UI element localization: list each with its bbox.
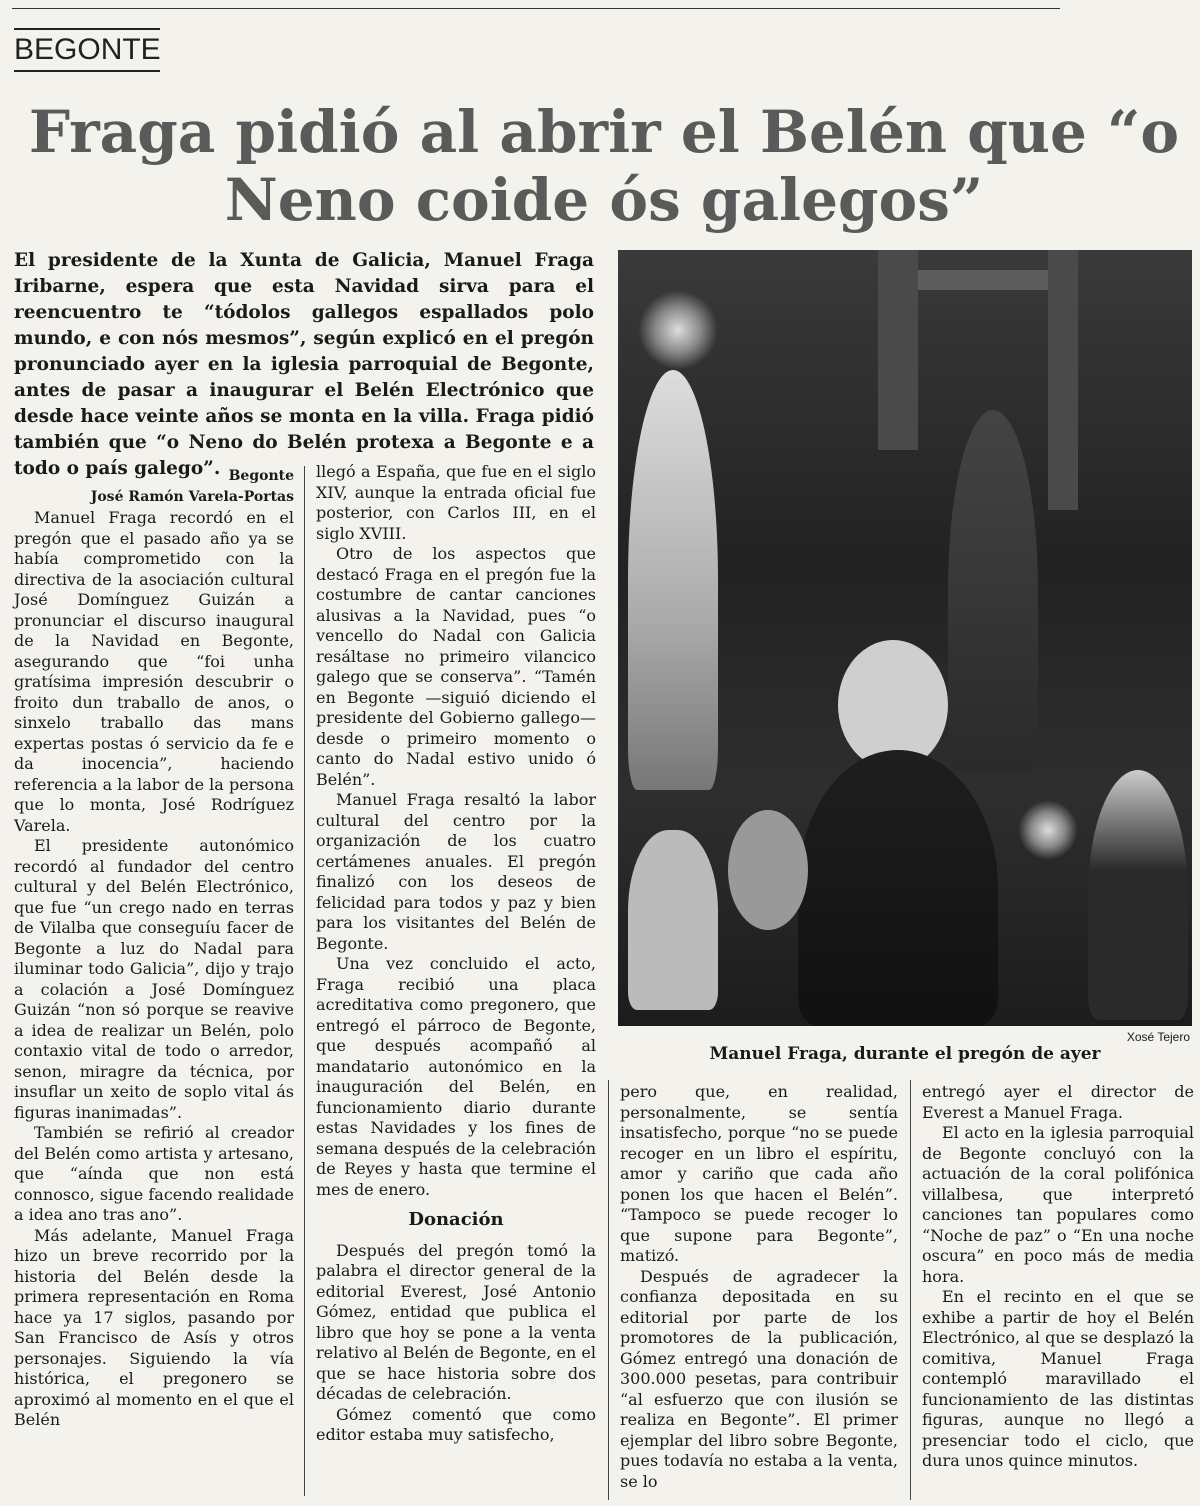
paragraph: También se refirió al creador del Belén como artista y artesano, que “aínda que non está connosco, sigue facendo realidade a idea ano tras ano”. bbox=[14, 1123, 294, 1224]
paragraph: Una vez concluido el acto, Fraga recibió una placa acreditativa como pregonero, que entregó el párroco de Begonte, que después acompañó al mandatario autonómico en la inauguración del Belén, en funcionamiento diario durante estas Navidades y los fines de semana después de la celebración de Reyes y hasta que termine el mes de enero. bbox=[316, 954, 596, 1199]
paragraph: En el recinto en el que se exhibe a partir de hoy el Belén Electrónico, al que se desplazó la comitiva, Manuel Fraga contempló maravillado el funcionamiento de las distintas figuras, aunque no llegó a presenciar todo el ciclo, que dura unos quince minutos. bbox=[922, 1287, 1194, 1470]
paragraph: Otro de los aspectos que destacó Fraga en el pregón fue la costumbre de cantar canciones alusivas a la Navidad, pues “o vencello do Nadal con Galicia resáltase no primeiro vilancico galego que se conserva”. “Tamén en Begonte —siguió diciendo el presidente del Gobierno gallego— desde o primeiro momento o canto do Nadal estivo unido ó Belén”. bbox=[316, 544, 596, 789]
news-photo bbox=[618, 250, 1192, 1026]
section-label: BEGONTE bbox=[14, 28, 160, 72]
paragraph: Después del pregón tomó la palabra el director general de la editorial Everest, José Antonio Gómez, entidad que publica el libro que hoy se pone a la venta relativo al Belén de Begonte, en el que se hace historia sobre dos décadas de celebración. bbox=[316, 1240, 596, 1403]
byline-place: Begonte bbox=[228, 468, 294, 484]
paragraph: llegó a España, que fue en el siglo XIV, aunque la entrada oficial fue posterior, con Carlos III, en el siglo XVIII. bbox=[316, 462, 596, 543]
article-column-3 bbox=[620, 1082, 898, 1492]
column-rule bbox=[910, 1080, 911, 1500]
photo-credit: Xosé Tejero bbox=[1126, 1030, 1190, 1044]
subhead: Donación bbox=[408, 1209, 504, 1230]
paragraph: Más adelante, Manuel Fraga hizo un breve recorrido por la historia del Belén desde la primera representación en Roma hace ya 17 siglos, pasando por San Francisco de Asís y otros personajes. Siguiendo la vía histórica, el pregonero se aproximó al momento en el que el Belén bbox=[14, 1225, 294, 1429]
article-column-4 bbox=[922, 1082, 1194, 1472]
lead-paragraph: El presidente de la Xunta de Galicia, Manuel Fraga Iribarne, espera que esta Navidad sirva para el reencuentro te “tódolos gallegos espallados polo mundo, e con nós mesmos”, según explicó en el pregón pronunciado ayer en la iglesia parroquial de Begonte, antes de pasar a inaugurar el Belén Electrónico que desde hace veinte años se monta en la villa. Fraga pidió también que “o Neno do Belén protexa a Begonte e a todo o país galego”. bbox=[14, 250, 594, 479]
paragraph: Manuel Fraga recordó en el pregón que el pasado año ya se había comprometido con la directiva de la asociación cultural José Domínguez Guizán a pronunciar el discurso inaugural de la Navidad en Begonte, asegurando que “foi unha gratísima impresión descubrir o froito dun traballo de anos, o sinxelo traballo das mans expertas postas ó servicio da fe e da inocencia”, haciendo referencia a la labor de la persona que lo monta, José Rodríguez Varela. bbox=[14, 508, 294, 835]
paragraph: pero que, en realidad, personalmente, se sentía insatisfecho, porque “no se puede recoger en un libro el espíritu, amor y cariño que cada año ponen los que hacen el Belén”. “Tampoco se puede recoger lo que supone para Begonte”, matizó. bbox=[620, 1082, 898, 1265]
article-column-2 bbox=[316, 462, 596, 1446]
photo-caption: Manuel Fraga, durante el pregón de ayer bbox=[709, 1044, 1101, 1064]
paragraph: Después de agradecer la confianza depositada en su editorial por parte de los promotores de la publicación, Gómez entregó una donación de 300.000 pesetas, para contribuir “al esfuerzo que con ilusión se realiza en Begonte”. El primer ejemplar del libro sobre Begonte, pues todavía no estaba a la venta, se lo bbox=[620, 1266, 898, 1491]
byline-author: José Ramón Varela-Portas bbox=[90, 489, 294, 505]
paragraph: El presidente autonómico recordó al fundador del centro cultural y del Belén Electrónico, que fue “un crego nado en terras de Vilalba que conseguíu facer de Begonte a luz do Nadal para iluminar todo Galicia”, dijo y trajo a colación a José Domínguez Guizán “non só porque se reavive a idea de realizar un Belén, polo contaxio vital de todo o arredor, senon, miragre da técnica, por insuflar un xeito de soplo vital ás figuras inanimadas”. bbox=[14, 836, 294, 1122]
top-rule bbox=[12, 8, 1060, 9]
paragraph: El acto en la iglesia parroquial de Begonte concluyó con la actuación de la coral polifónica villalbesa, que interpretó canciones tan populares como “Noche de paz” o “En una noche oscura” en poco más de media hora. bbox=[922, 1123, 1194, 1286]
paragraph: Manuel Fraga resaltó la labor cultural del centro por la organización de los cuatro certámenes anuales. El pregón finalizó con los deseos de felicidad para todos y paz y bien para los visitantes del Belén de Begonte. bbox=[316, 790, 596, 953]
column-rule bbox=[304, 466, 305, 1496]
paragraph: entregó ayer el director de Everest a Manuel Fraga. bbox=[922, 1082, 1194, 1122]
paragraph: Gómez comentó que como editor estaba muy satisfecho, bbox=[316, 1404, 596, 1444]
column-rule bbox=[608, 1080, 609, 1500]
headline: Fraga pidió al abrir el Belén que “o Neno coide ós galegos” bbox=[28, 98, 1180, 234]
article-column-1 bbox=[14, 466, 294, 1431]
